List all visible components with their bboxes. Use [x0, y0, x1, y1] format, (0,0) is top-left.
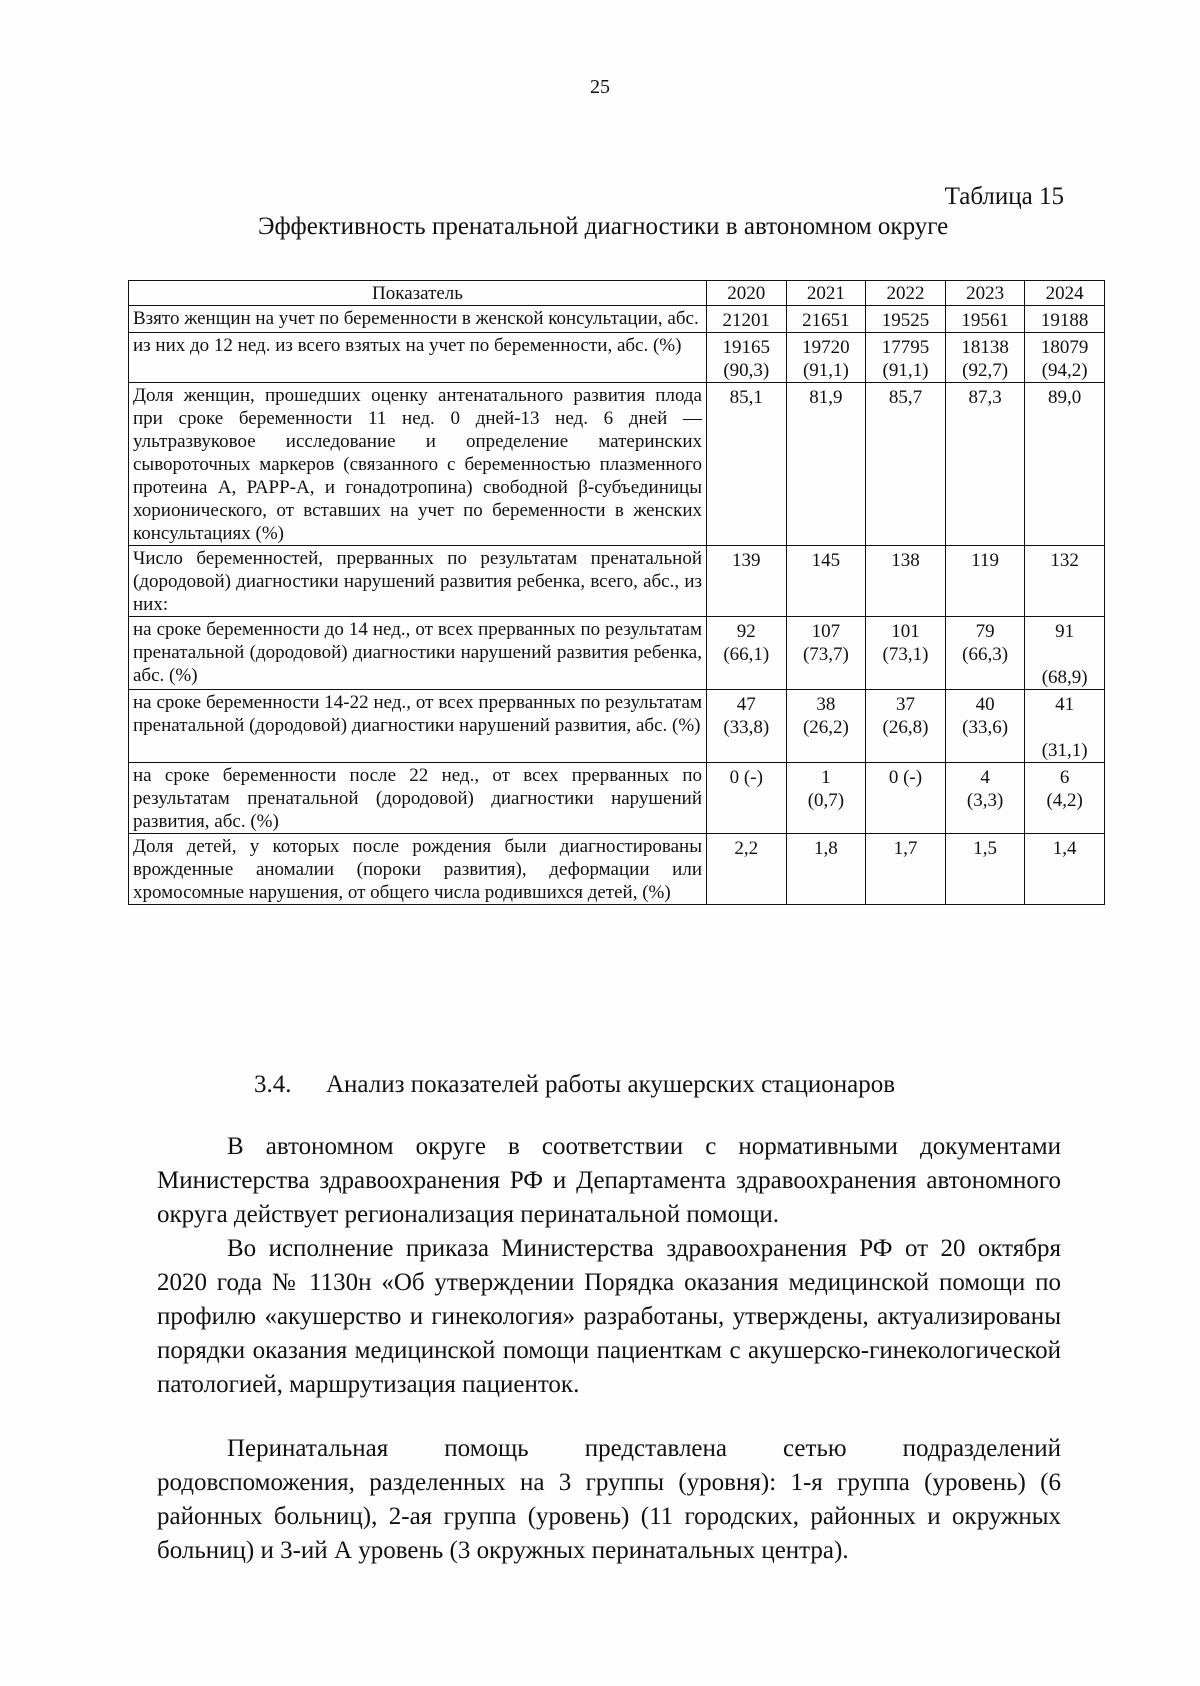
value-main: 139 [732, 550, 761, 571]
value-main: 101 [891, 621, 920, 642]
value-main: 40 [975, 694, 995, 715]
value-main: 0 (-) [888, 767, 923, 788]
value-main: 81,9 [809, 387, 843, 408]
value-cell [866, 763, 946, 834]
indicator-cell: на сроке беременности 14-22 нед., от всех прерванных по результатам пренатальной (дородовой) диагностики нарушений развития, абс. (%) [129, 690, 707, 763]
value-cell [945, 690, 1025, 763]
indicator-cell: на сроке беременности до 14 нед., от всех прерванных по результатам пренатальной (дородовой) диагностики нарушений развития ребенка, абс. (%) [129, 617, 707, 690]
value-percent: (73,7) [802, 644, 849, 665]
value-cell [866, 383, 946, 546]
header-year: 2021 [786, 281, 866, 306]
indicator-cell: Взято женщин на учет по беременности в женской консультации, абс. [129, 306, 707, 333]
value-main: 1,4 [1052, 838, 1077, 859]
value-main: 91 [1055, 621, 1075, 642]
value-cell [707, 333, 787, 383]
indicator-cell: Доля детей, у которых после рождения были диагностированы врожденные аномалии (пороки развития), деформации или хромосомные нарушения, от общего числа родившихся детей, (%) [129, 834, 707, 905]
value-main: 107 [811, 621, 841, 642]
value-cell [1025, 690, 1105, 763]
value-cell [945, 763, 1025, 834]
value-main: 17795 [881, 337, 930, 358]
value-main: 145 [811, 550, 841, 571]
value-main: 79 [975, 621, 995, 642]
table-row [129, 333, 1105, 383]
value-cell [707, 617, 787, 690]
value-cell [707, 306, 787, 333]
header-year: 2022 [866, 281, 946, 306]
table-title: Эффективность пренатальной диагностики в автономном округе [258, 213, 949, 240]
header-year: 2023 [945, 281, 1025, 306]
value-cell [786, 383, 866, 546]
value-percent: (33,6) [962, 717, 1009, 738]
value-cell [866, 333, 946, 383]
value-cell [1025, 617, 1105, 690]
value-main: 92 [736, 621, 756, 642]
value-main: 6 [1059, 767, 1070, 788]
value-main: 19720 [802, 337, 850, 358]
value-main: 1,5 [973, 838, 997, 859]
indicator-cell: Число беременностей, прерванных по результатам пренатальной (дородовой) диагностики нарушений развития ребенка, всего, абс., из них: [129, 546, 707, 617]
value-main: 85,7 [888, 387, 923, 408]
value-cell [707, 546, 787, 617]
value-main: 37 [895, 694, 915, 715]
value-percent: (26,8) [882, 717, 929, 738]
value-percent: (94,2) [1041, 360, 1088, 381]
value-cell [1025, 333, 1105, 383]
value-main: 21651 [802, 310, 850, 331]
table-row [129, 383, 1105, 546]
value-main: 119 [971, 550, 999, 571]
value-cell [945, 383, 1025, 546]
value-cell [786, 306, 866, 333]
header-year: 2024 [1025, 281, 1105, 306]
value-cell [1025, 383, 1105, 546]
value-main: 87,3 [968, 387, 1002, 408]
value-percent: (68,9) [1041, 667, 1088, 688]
indicator-cell: на сроке беременности после 22 нед., от всех прерванных по результатам пренатальной (дородовой) диагностики нарушений развития, абс. (%) [129, 763, 707, 834]
value-cell [786, 690, 866, 763]
value-main: 21201 [722, 310, 771, 331]
table-row [129, 617, 1105, 690]
table-row [129, 763, 1105, 834]
table-row [129, 306, 1105, 333]
value-main: 1,8 [814, 838, 838, 859]
table-header-row [129, 281, 1105, 306]
body-paragraph: Во исполнение приказа Министерства здравоохранения РФ от 20 октября 2020 года № 1130н «Об утверждении Порядка оказания медицинской помощи по профилю «акушерство и гинекология» разработаны, утверждены, актуализированы порядки оказания медицинской помощи пациенткам с акушерско-гинекологической патологией, маршрутизация пациенток. [157, 1235, 1061, 1398]
value-cell [945, 617, 1025, 690]
value-cell [1025, 546, 1105, 617]
section-number: 3.4. [254, 1071, 292, 1098]
value-main: 19525 [881, 310, 930, 331]
body-paragraph: В автономном округе в соответствии с нормативными документами Министерства здравоохранения РФ и Департамента здравоохранения автономного округа действует регионализация перинатальной помощи. [157, 1133, 1061, 1228]
section-heading [254, 1071, 895, 1099]
value-percent: (73,1) [882, 644, 929, 665]
value-percent: (26,2) [802, 717, 849, 738]
value-cell [786, 333, 866, 383]
value-cell [786, 763, 866, 834]
value-main: 0 (-) [729, 767, 763, 788]
value-percent: (66,1) [723, 644, 770, 665]
value-main: 2,2 [734, 838, 759, 859]
value-percent: (66,3) [962, 644, 1009, 665]
value-main: 4 [980, 767, 990, 788]
value-percent: (3,3) [966, 790, 1004, 811]
value-percent: (33,8) [723, 717, 770, 738]
value-main: 19188 [1040, 310, 1089, 331]
section-title: Анализ показателей работы акушерских стационаров [326, 1071, 896, 1098]
value-cell [945, 306, 1025, 333]
table-label: Таблица 15 [944, 183, 1064, 210]
page-number: 25 [590, 76, 610, 98]
value-cell [707, 763, 787, 834]
value-main: 38 [816, 694, 836, 715]
value-percent: (0,7) [807, 790, 845, 811]
indicator-cell: из них до 12 нед. из всего взятых на учет по беременности, абс. (%) [129, 333, 707, 383]
value-cell [945, 834, 1025, 905]
prenatal-diagnostics-table [128, 280, 1105, 905]
value-main: 85,1 [729, 387, 763, 408]
value-cell [786, 834, 866, 905]
table-row [129, 834, 1105, 905]
value-cell [945, 333, 1025, 383]
value-percent: (91,1) [882, 360, 929, 381]
table-row [129, 690, 1105, 763]
value-main: 18138 [961, 337, 1009, 358]
value-main: 18079 [1040, 337, 1089, 358]
value-main: 19561 [961, 310, 1009, 331]
value-main: 132 [1050, 550, 1079, 571]
value-main: 1,7 [893, 838, 918, 859]
value-cell [866, 546, 946, 617]
body-paragraph: Перинатальная помощь представлена сетью подразделений родовспоможения, разделенных на 3 группы (уровня): 1-я группа (уровень) (6 районных больниц), 2-ая группа (уровень) (11 городских, районных и окружных больниц) и 3-ий А уровень (3 окружных перинатальных центра). [157, 1435, 1061, 1564]
value-cell [866, 617, 946, 690]
value-main: 89,0 [1048, 387, 1082, 408]
table-body [129, 306, 1105, 905]
value-percent: (31,1) [1041, 740, 1088, 761]
table-row [129, 546, 1105, 617]
value-cell [786, 546, 866, 617]
value-cell [1025, 834, 1105, 905]
value-cell [786, 617, 866, 690]
value-percent: (4,2) [1046, 790, 1083, 811]
value-cell [945, 546, 1025, 617]
value-cell [866, 690, 946, 763]
value-main: 19165 [722, 337, 771, 358]
value-cell [1025, 306, 1105, 333]
value-cell [707, 834, 787, 905]
indicator-cell: Доля женщин, прошедших оценку антенатального развития плода при сроке беременности 11 нед. 0 дней-13 нед. 6 дней — ультразвуковое исследование и определение материнских сывороточных маркеров (связанного с беременностью плазменного протеина А, РАРР-А, и гонадотропина) свободной β-субъединицы хорионического, от вставших на учет по беременности в женских консультациях (%) [129, 383, 707, 546]
value-cell [1025, 763, 1105, 834]
value-percent: (90,3) [723, 360, 770, 381]
value-main: 1 [821, 767, 831, 788]
value-percent: (91,1) [802, 360, 849, 381]
value-percent: (92,7) [962, 360, 1009, 381]
value-cell [707, 690, 787, 763]
header-year: 2020 [707, 281, 787, 306]
value-cell [866, 834, 946, 905]
value-cell [707, 383, 787, 546]
value-main: 47 [736, 694, 756, 715]
value-main: 41 [1055, 694, 1075, 715]
header-indicator: Показатель [129, 281, 707, 306]
value-cell [866, 306, 946, 333]
value-main: 138 [891, 550, 920, 571]
